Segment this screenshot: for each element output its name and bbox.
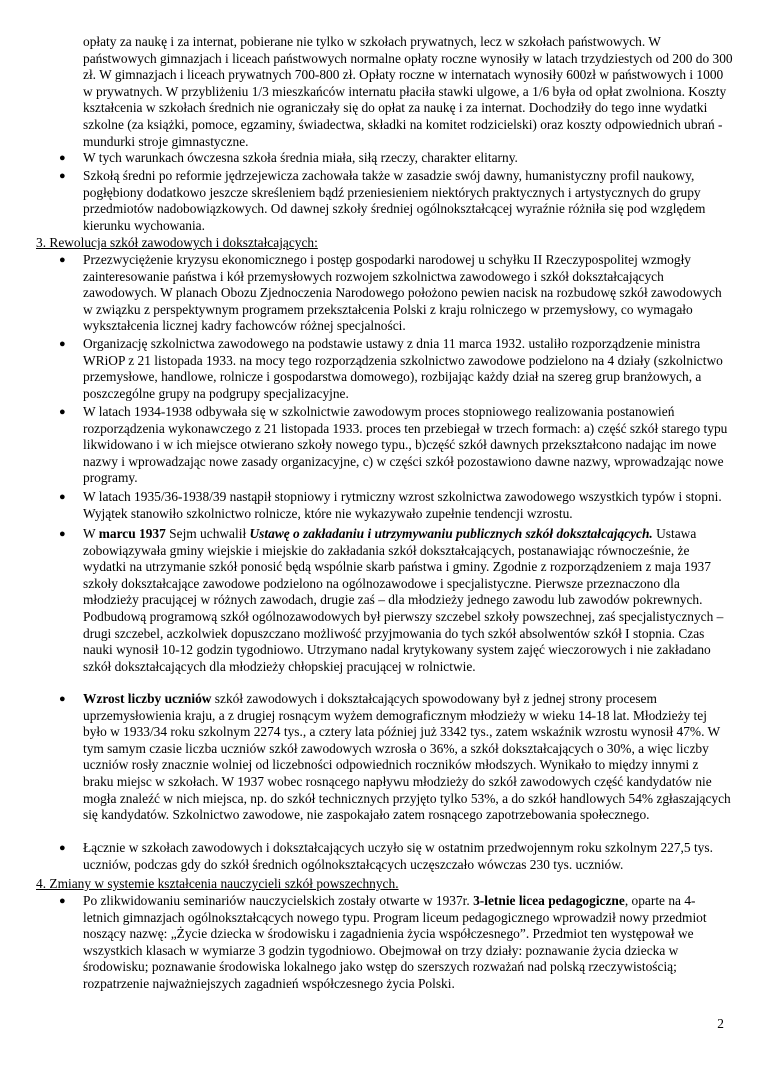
list-item: Łącznie w szkołach zawodowych i dokształcających uczyło się w ostatnim przedwojennym roku szkolnym 227,5 tys. uczniów, podczas gdy do szkół średnich ogólnokształcących uczęszczało wówczas 230 tys. uczniów. xyxy=(83,840,713,872)
list-item xyxy=(83,893,731,993)
list-item: Organizację szkolnictwa zawodowego na podstawie ustawy z dnia 11 marca 1932. ustaliło rozporządzenie ministra WRiOP z 21 listopada 1933. na mocy tego rozporządzenia szkolnictwo zawodowe podzielono na 4 działy (szkolnictwo przemysłowe, handlowe, rolnicze i gospodarstwa domowego), rozbijając każdy dział na szereg grup branżowych, a poszczególne grupy na podgrupy specjalizacyjne. xyxy=(83,336,723,401)
bullet-dot: ● xyxy=(59,693,66,705)
bullet-dot: ● xyxy=(59,406,66,418)
law-title: Ustawę o zakładaniu i utrzymywaniu publicznych szkół dokształcających. xyxy=(249,526,653,541)
list-item: W tych warunkach ówczesna szkoła średnia miała, siłą rzeczy, charakter elitarny. xyxy=(83,150,518,165)
section-4-heading: 4. Zmiany w systemie kształcenia nauczycieli szkół powszechnych. xyxy=(36,876,399,891)
list-item: Przezwyciężenie kryzysu ekonomicznego i postęp gospodarki narodowej u schyłku II Rzeczypospolitej wzmogły zainteresowanie państwa i kół przemysłowych rozwojem szkolnictwa zawodowego i szkół dokształcających zawodowych. W planach Obozu Zjednoczenia Narodowego położono pewien nacisk na rozbudowę szkół zawodowych w związku z perspektywnym programem przekształcenia Polski z kraju rolniczego w przemysłowy, co wymagało wykształcenia licznej kadry fachowców różnej specjalności. xyxy=(83,252,722,334)
list-item: Szkołą średni po reformie jędrzejewicza zachowała także w zasadzie swój dawny, humanistyczny profil naukowy, pogłębiony dodatkowo jeszcze skreśleniem bądź przeniesieniem niektórych praktycznych i artystycznych do grupy przedmiotów nadobowiązkowych. Od dawnej szkoły średniej ogólnokształcącej wyraźnie różniła się pod względem kierunku wychowania. xyxy=(83,168,706,233)
text-run: szkół zawodowych i dokształcających spowodowany był z jednej strony procesem uprzemysłowienia kraju, a z drugiej rosnącym wyżem demograficznym młodzieży w wieku 14-18 lat. Młodzieży tej było w 1933/34 roku szkolnym 2274 tys., a cztery lata później już 3342 tys., zatem wskaźnik wzrostu wynosił 47%. W tym samym czasie liczba uczniów szkół zawodowych wzrosła o 36%, a szkół dokształcających o 30%, a więc liczby uczniów rosły znacznie wolniej od liczebności odpowiednich roczników młodszych. Wynikało to między innymi z braku miejsc w szkołach. W 1937 wobec rosnącego napływu młodzieży do szkół zawodowych część kandydatów nie mogła znaleźć w nich miejsca, np. do szkół technicznych przyjęto tylko 53%, a do szkół handlowych 54% zgłaszających się kandydatów. Szkolnictwo zawodowe, nie zaspokajało zatem rosnącego zapotrzebowania społecznego. xyxy=(83,691,731,823)
bold-date: marcu 1937 xyxy=(98,526,166,541)
intro-paragraph: opłaty za naukę i za internat, pobierane nie tylko w szkołach prywatnych, lecz w szkołach państwowych. W państwowych gimnazjach i liceach państwowych normalne opłaty roczne wynosiły w latach trzydziestych od 200 do 300 zł. W gimnazjach i liceach prywatnych 700-800 zł. Opłaty roczne w internatach wynosiły 600zł w państwowych i 1000 w prywatnych. W przybliżeniu 1/3 mieszkańców internatu płaciła stawki ulgowe, a 1/6 była od opłat zwolniona. Koszty kształcenia w szkołach średnich nie ograniczały się do opłat za naukę i za internat. Dochodziły do tego inne wydatki szkolne (za książki, pomoce, egzaminy, świadectwa, składki na komitet rodzicielski) oraz koszty odpowiednich ubrań - mundurki stroje gimnastyczne. xyxy=(83,34,733,149)
bullet-dot: ● xyxy=(59,528,66,540)
list-item xyxy=(83,691,731,824)
bullet-dot: ● xyxy=(59,895,66,907)
bold-phrase: 3-letnie licea pedagogiczne xyxy=(473,893,625,908)
bold-phrase: Wzrost liczby uczniów xyxy=(83,691,212,706)
text-run: Ustawa zobowiązywała gminy wiejskie i miejskie do zakładania szkół dokształcających, postanawiając równocześnie, że wydatki na utrzymanie szkół ponosić będą wspólnie skarb państwa i gminy. Zgodnie z rozporządzeniem z maja 1937 szkoły dokształcające zawodowe podzielono na ogólnozawodowe i specjalistyczne. Pierwsze przeznaczono dla młodzieży pracującej w różnych zawodach, drugie zaś – dla młodzieży jednego zawodu lub zawodów pokrewnych. Podbudową programową szkół ogólnozawodowych był pierwszy szczebel szkoły powszechnej, zaś specjalistycznych – drugi szczebel, aczkolwiek dopuszczano możliwość przyjmowania do tych szkół absolwentów szkół I stopnia. Czas nauki wynosił 10-12 godzin tygodniowo. Utrzymano nadal krytykowany system zajęć wieczorowych i nie zakładano szkół dokształcających dla młodzieży chłopskiej pracującej w rolnictwie. xyxy=(83,526,724,674)
bullet-dot: ● xyxy=(59,491,66,503)
bullet-dot: ● xyxy=(59,842,66,854)
list-item: W latach 1934-1938 odbywała się w szkolnictwie zawodowym proces stopniowego realizowania postanowień rozporządzenia wykonawczego z 21 listopada 1933. proces ten przebiegał w trzech formach: a) część szkół starego typu likwidowano i w ich miejsce otwierano szkoły nowego typu., b)część szkół dawnych przekształcono nadając im nowe nazwy i wprowadzając nowe zasady organizacyjne, c) w części szkół pozostawiono dawne nazwy, wprowadzając nowe programy. xyxy=(83,404,728,486)
list-item xyxy=(83,526,731,675)
section-3-heading: 3. Rewolucja szkół zawodowych i dokształcających: xyxy=(36,235,318,250)
bullet-dot: ● xyxy=(59,152,66,164)
text-run: Sejm uchwalił xyxy=(165,526,250,541)
text-run: , oparte na 4-letnich gimnazjach ogólnokształcących nowego typu. Program liceum pedagogicznego wprowadził nowy przedmiot noszący nazwę: „Życie dziecka w środowisku i zagadnienia życia współczesnego”. Przedmiot ten występował we wszystkich klasach w wymiarze 3 godzin tygodniowo. Obejmował on trzy działy: poznawanie życia dziecka w środowisku; poznawanie środowiska lokalnego jako wstęp do szerszych rozważań nad polską rzeczywistością; rozpatrzenie najważniejszych zagadnień współczesnego życia Polski. xyxy=(83,893,707,991)
bullet-dot: ● xyxy=(59,338,66,350)
list-item: W latach 1935/36-1938/39 nastąpił stopniowy i rytmiczny wzrost szkolnictwa zawodowego wszystkich typów i stopni. Wyjątek stanowiło szkolnictwo rolnicze, które nie wykazywało zupełnie tendencji wzrostu. xyxy=(83,489,722,521)
text-run: Po zlikwidowaniu seminariów nauczycielskich zostały otwarte w 1937r. xyxy=(83,893,474,908)
page-number: 2 xyxy=(717,1016,724,1031)
bullet-dot: ● xyxy=(59,254,66,266)
text-run: W xyxy=(83,526,99,541)
bullet-dot: ● xyxy=(59,170,66,182)
